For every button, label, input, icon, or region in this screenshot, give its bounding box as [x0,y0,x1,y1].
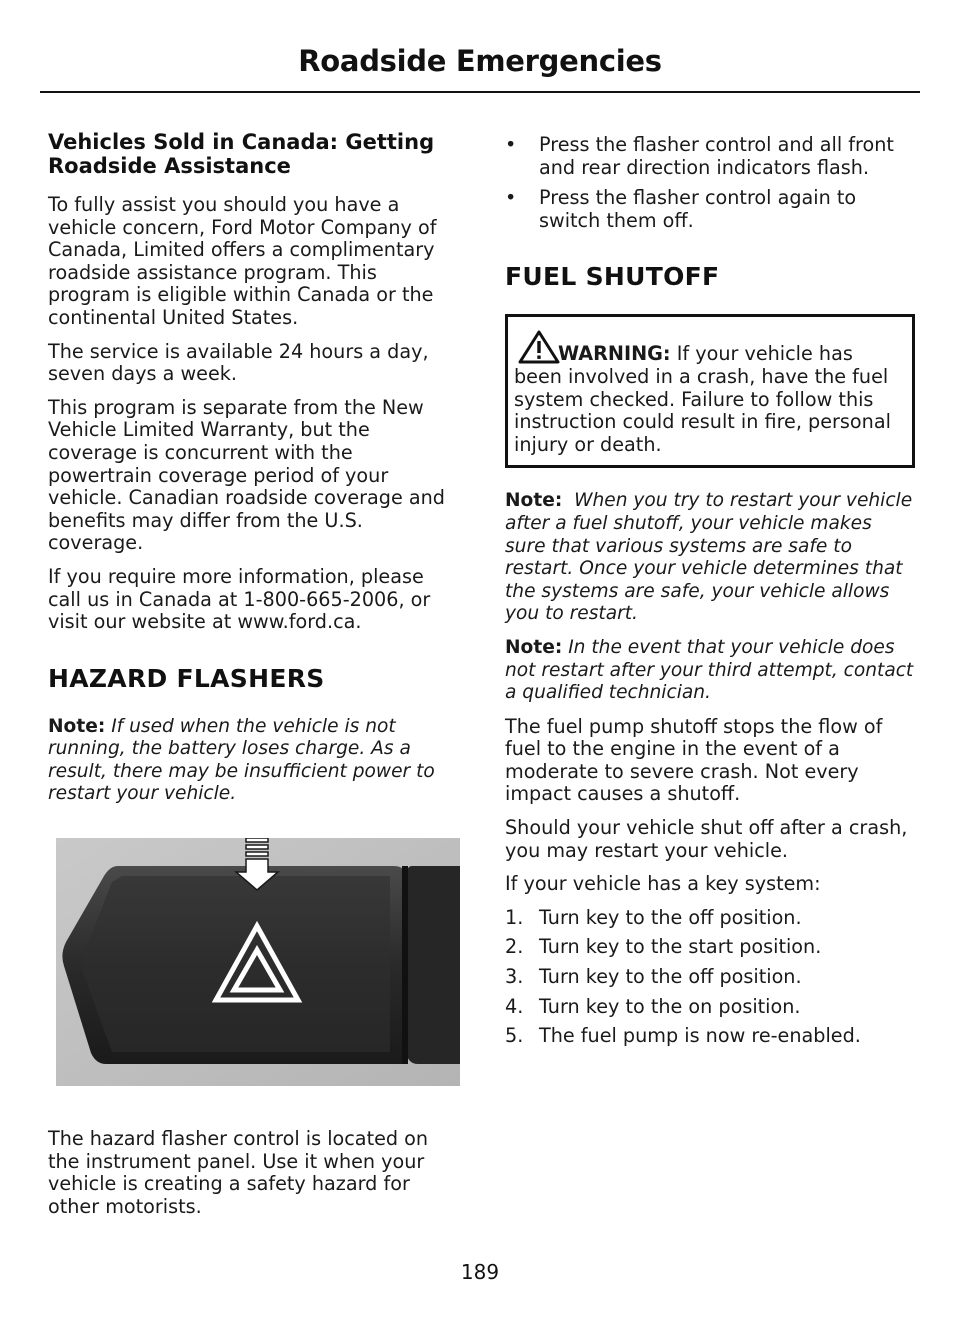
hazard-flasher-button-illustration [56,838,460,1086]
paragraph: If your vehicle has a key system: [505,872,821,896]
paragraph: The hazard flasher control is located on the instrument panel. Use it when your vehicle is creating a safety hazard for other motorists. [48,1127,429,1218]
note-label: Note: [505,490,563,512]
restart-steps-list [505,907,915,1048]
note-label: Note: [48,715,106,737]
list-item [505,187,915,232]
step-number: 3. [505,965,524,989]
note-text: If used when the vehicle is not running, the battery loses charge. As a result, there may be insufficient power to restart your vehicle. [48,715,435,805]
warning-triangle-icon [517,329,561,371]
fuel-note-technician [505,637,915,705]
note-label: Note: [505,636,563,658]
page-header-title: Roadside Emergencies [298,44,662,78]
paragraph: If you require more information, please call us in Canada at 1-800-665-2006, or visit our website at www.ford.ca. [48,564,431,634]
fuel-note-restart [505,490,915,626]
step-text: Turn key to the start position. [539,935,822,959]
note-text: When you try to restart your vehicle after a fuel shutoff, your vehicle makes sure that various systems are safe to restart. Once your vehicle determines that the systems are safe, your vehicle allows you to restart. [505,490,913,625]
list-item [505,907,915,930]
step-number: 5. [505,1024,524,1048]
canada-roadside-heading: Vehicles Sold in Canada: Getting Roadside Assistance [48,130,435,178]
paragraph: Should your vehicle shut off after a crash, you may restart your vehicle. [505,816,908,862]
bullet-symbol: • [505,186,517,210]
step-text: The fuel pump is now re-enabled. [539,1024,861,1048]
warning-box [505,314,915,468]
list-item [505,134,915,179]
list-item [505,966,915,989]
step-text: Turn key to the off position. [539,905,802,929]
bullet-text: Press the flasher control and all front and rear direction indicators flash. [539,133,894,179]
step-number: 2. [505,935,524,959]
step-number: 1. [505,905,524,929]
bullet-text: Press the flasher control again to switch them off. [539,186,857,232]
header-divider [40,91,920,93]
paragraph: The fuel pump shutoff stops the flow of fuel to the engine in the event of a moderate to severe crash. Not every impact causes a shutoff. [505,714,883,806]
warning-text: If your vehicle has been involved in a crash, have the fuel system checked. Failure to follow this instruction could result in fire, personal injury or death. [514,342,891,456]
hazard-button-svg [56,838,460,1086]
hazard-note [48,716,462,806]
step-text: Turn key to the off position. [539,965,802,989]
warning-label: WARNING: [558,342,671,366]
hazard-flashers-heading: HAZARD FLASHERS [48,663,325,693]
paragraph: To fully assist you should you have a vehicle concern, Ford Motor Company of Canada, Limited offers a complimentary roadside assistance program. This program is eligible within Canada or the continental United States. [48,193,437,329]
right-column [505,134,915,1055]
paragraph: This program is separate from the New Vehicle Limited Warranty, but the coverage is concurrent with the powertrain coverage period of your vehicle. Canadian roadside coverage and benefits may differ from the U.S. coverage. [48,395,445,555]
list-item [505,1025,915,1048]
paragraph: The service is available 24 hours a day, seven days a week. [48,339,429,386]
step-number: 4. [505,994,524,1018]
step-text: Turn key to the on position. [539,994,801,1018]
page-number: 189 [460,1260,500,1284]
list-item [505,936,915,959]
left-column [48,130,462,1229]
note-text: In the event that your vehicle does not restart after your third attempt, contact a qualified technician. [505,636,914,704]
bullet-symbol: • [505,133,517,156]
fuel-shutoff-heading: FUEL SHUTOFF [505,262,720,292]
list-item [505,996,915,1019]
